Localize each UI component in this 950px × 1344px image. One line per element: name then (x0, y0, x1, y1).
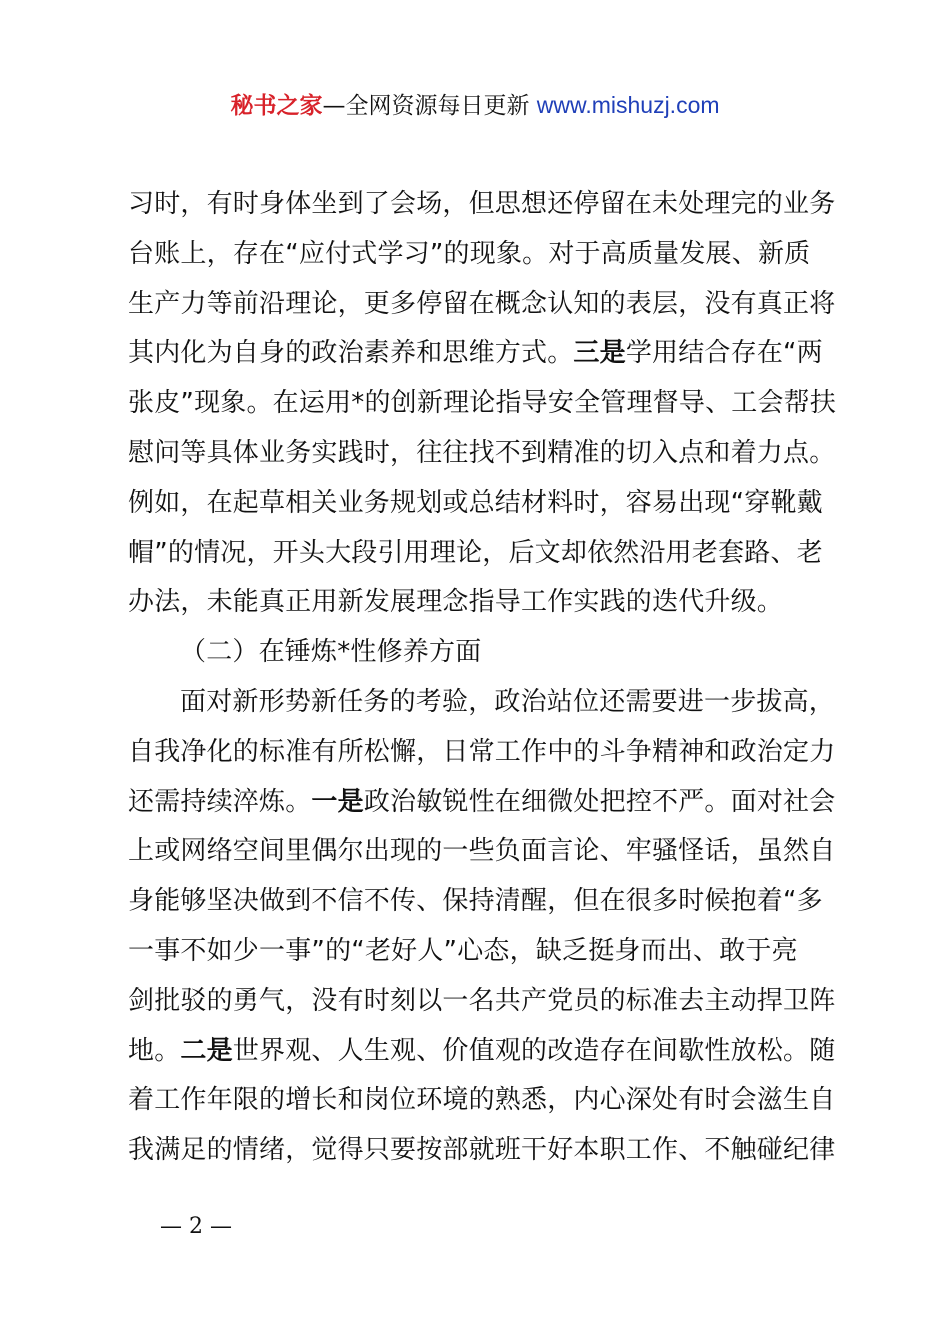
text-segment: 地。 (128, 1035, 181, 1066)
text-line: 台账上，存在“应付式学习”的现象。对于高质量发展、新质 (128, 238, 811, 269)
page-number: — 2 — (160, 1214, 232, 1239)
header-tagline: —全网资源每日更新 (322, 93, 530, 119)
text-line: 例如，在起草相关业务规划或总结材料时，容易出现“穿靴戴 (128, 487, 823, 518)
text-line: 帽”的情况，开头大段引用理论，后文却依然沿用老套路、老 (128, 537, 823, 568)
paragraph-first-line: 面对新形势新任务的考验，政治站位还需要进一步拔高， (180, 686, 836, 717)
text-line: 办法，未能真正用新发展理念指导工作实践的迭代升级。 (128, 587, 784, 618)
text-line (128, 329, 834, 379)
text-line: 一事不如少一事”的“老好人”心态，缺乏挺身而出、敢于亮 (128, 935, 798, 966)
text-line: 我满足的情绪，觉得只要按部就班干好本职工作、不触碰纪律 (128, 1135, 836, 1166)
keyword-bold: 一是 (311, 786, 364, 817)
text-segment: 学用结合存在“两 (625, 338, 823, 369)
keyword-bold: 二是 (180, 1035, 233, 1066)
site-header (0, 86, 950, 125)
text-line: 习时，有时身体坐到了会场，但思想还停留在未处理完的业务 (128, 189, 836, 219)
site-url[interactable]: www.mishuzj.com (536, 92, 720, 118)
document-body (128, 180, 837, 1176)
text-segment: 还需持续淬炼。 (128, 786, 312, 817)
text-line: 自我净化的标准有所松懈，日常工作中的斗争精神和政治定力 (128, 736, 836, 767)
text-line: 生产力等前沿理论，更多停留在概念认知的表层，没有真正将 (128, 288, 836, 319)
text-line (128, 778, 834, 828)
text-line: 慰问等具体业务实践时，往往找不到精准的切入点和着力点。 (128, 437, 836, 468)
text-segment: 世界观、人生观、价值观的改造存在间歇性放松。随 (232, 1035, 836, 1066)
text-line (128, 1027, 834, 1077)
text-line: 剑批驳的勇气，没有时刻以一名共产党员的标准去主动捍卫阵 (128, 985, 836, 1016)
brand-name: 秘书之家 (230, 93, 323, 119)
text-segment: 其内化为自身的政治素养和思维方式。 (128, 338, 574, 369)
text-line: 身能够坚决做到不信不传、保持清醒，但在很多时候抱着“多 (128, 886, 823, 917)
text-line: 着工作年限的增长和岗位环境的熟悉，内心深处有时会滋生自 (128, 1085, 836, 1116)
keyword-bold: 三是 (573, 338, 626, 369)
section-heading: （二）在锤炼*性修养方面 (180, 637, 482, 668)
text-line: 张皮”现象。在运用*的创新理论指导安全管理督导、工会帮扶 (128, 388, 837, 419)
text-line: 上或网络空间里偶尔出现的一些负面言论、牢骚怪话，虽然自 (128, 836, 836, 867)
text-segment: 政治敏锐性在细微处把控不严。面对社会 (363, 786, 836, 817)
